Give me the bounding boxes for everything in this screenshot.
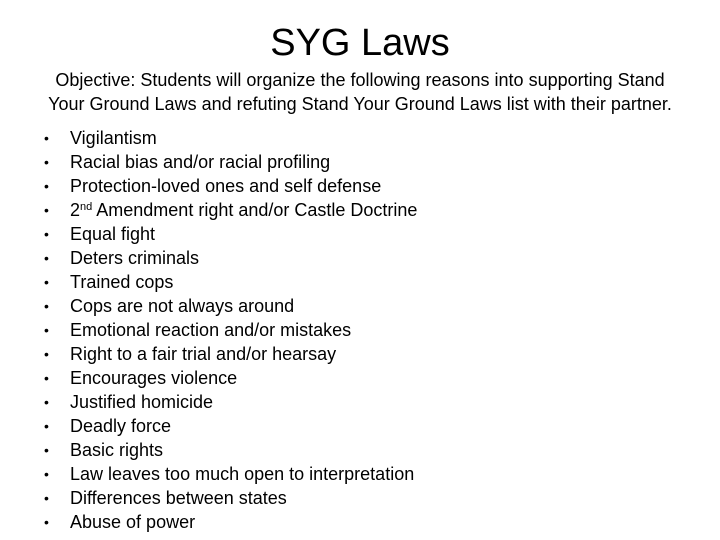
list-item-text: Deters criminals bbox=[70, 248, 200, 268]
list-item-text: Protection-loved ones and self defense bbox=[70, 176, 382, 196]
bullet-icon: • bbox=[44, 490, 49, 506]
list-item-text: Right to a fair trial and/or hearsay bbox=[70, 344, 337, 364]
list-item-text: Abuse of power bbox=[70, 512, 196, 532]
bullet-icon: • bbox=[44, 346, 49, 362]
bullet-icon: • bbox=[44, 130, 49, 146]
objective-line-1: Objective: Students will organize the following reasons into supporting Stand bbox=[55, 70, 665, 90]
bullet-icon: • bbox=[44, 202, 49, 218]
list-item-text: Emotional reaction and/or mistakes bbox=[70, 320, 352, 340]
bullet-icon: • bbox=[44, 466, 49, 482]
list-item-text: Justified homicide bbox=[70, 392, 214, 412]
bullet-icon: • bbox=[44, 370, 49, 386]
list-item-text: Encourages violence bbox=[70, 368, 238, 388]
list-item-text: Deadly force bbox=[70, 416, 172, 436]
bullet-icon: • bbox=[44, 298, 49, 314]
bullet-icon: • bbox=[44, 274, 49, 290]
slide-title: SYG Laws bbox=[270, 22, 450, 64]
bullet-icon: • bbox=[44, 250, 49, 266]
list-item-text: Basic rights bbox=[70, 440, 164, 460]
bullet-icon: • bbox=[44, 514, 49, 530]
bullet-icon: • bbox=[44, 442, 49, 458]
ordinal-suffix: nd bbox=[80, 201, 93, 213]
bullet-icon: • bbox=[44, 226, 49, 242]
list-item-text: Equal fight bbox=[70, 224, 156, 244]
list-item-text: Differences between states bbox=[70, 488, 287, 508]
list-item-text bbox=[70, 198, 417, 222]
list-item-text: Trained cops bbox=[70, 272, 174, 292]
list-item-text: Racial bias and/or racial profiling bbox=[70, 152, 331, 172]
bullet-icon: • bbox=[44, 418, 49, 434]
objective-line-2: Your Ground Laws and refuting Stand Your Ground Laws list with their partner. bbox=[48, 94, 672, 114]
list-item-text: Cops are not always around bbox=[70, 296, 295, 316]
list-item-text: Vigilantism bbox=[70, 128, 157, 148]
bullet-icon: • bbox=[44, 154, 49, 170]
bullet-icon: • bbox=[44, 394, 49, 410]
bullet-icon: • bbox=[44, 178, 49, 194]
list-item-text: Law leaves too much open to interpretation bbox=[70, 464, 415, 484]
ordinal-number: 2 bbox=[70, 200, 81, 220]
bullet-icon: • bbox=[44, 322, 49, 338]
objective-text bbox=[0, 68, 720, 116]
list-item-remainder: Amendment right and/or Castle Doctrine bbox=[92, 200, 418, 220]
